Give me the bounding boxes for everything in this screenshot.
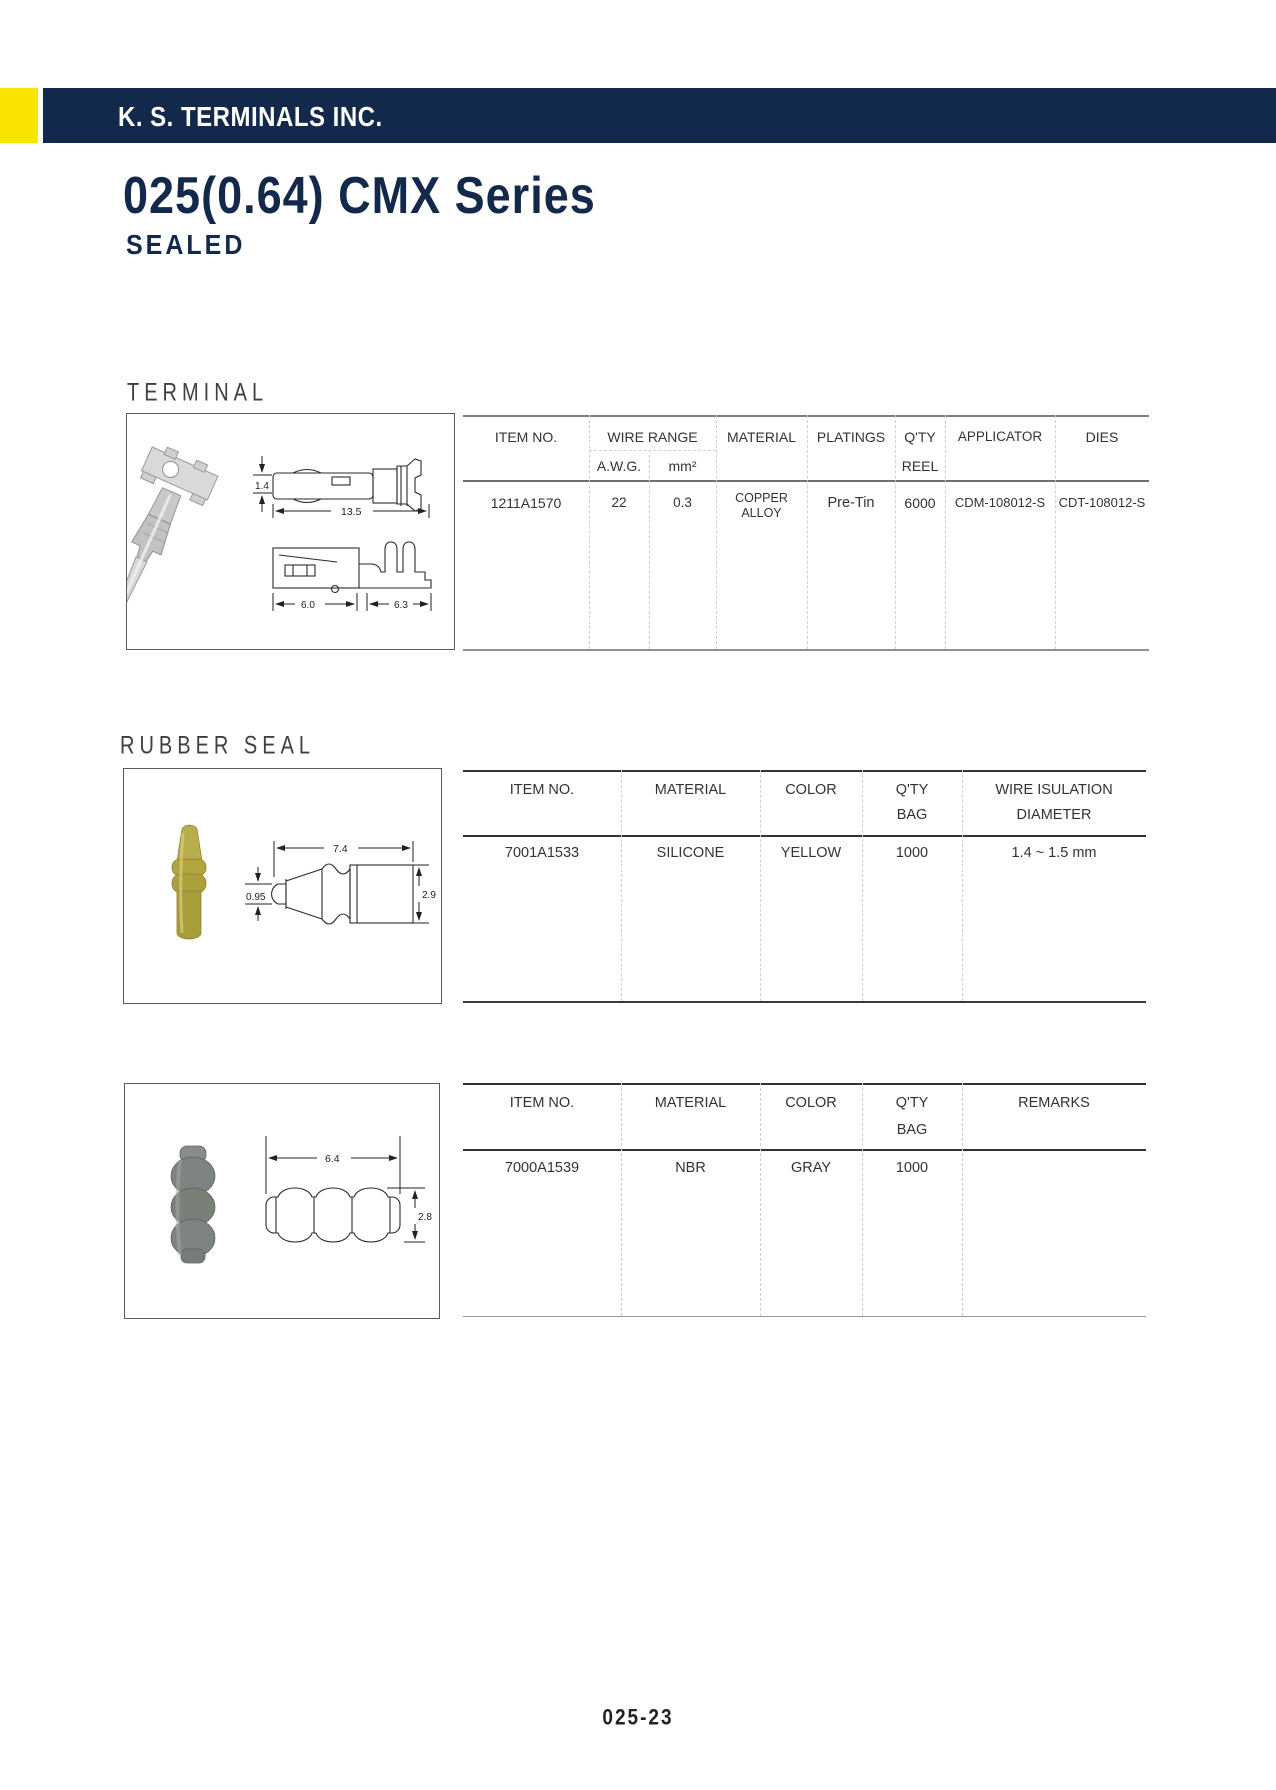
- col-header-qty: Q'TY: [904, 429, 936, 445]
- terminal-photo-illustration: [127, 441, 220, 617]
- dim-label: 7.4: [333, 843, 348, 855]
- cell-color: GRAY: [790, 1160, 832, 1176]
- col-header-applicator: APPLICATOR: [957, 429, 1043, 444]
- dim-label: 6.4: [325, 1153, 340, 1165]
- dim-label: 1.4: [255, 481, 269, 492]
- cell-material: NBR: [675, 1160, 706, 1176]
- terminal-section-heading: TERMINAL: [127, 379, 269, 407]
- cell-item-no: 7001A1533: [504, 845, 580, 861]
- cell-material: [716, 491, 807, 521]
- dim-label: 6.0: [301, 600, 315, 611]
- terminal-drawing: [127, 414, 454, 649]
- col-header-wire-isulation: WIRE ISULATION: [995, 782, 1113, 798]
- col-header-platings: PLATINGS: [816, 429, 886, 445]
- rubber-seal2-drawing-box: [124, 1083, 440, 1319]
- dim-label: 13.5: [341, 506, 362, 518]
- cell-mm2: 0.3: [673, 495, 692, 510]
- cell-qty: 6000: [904, 495, 936, 511]
- rubber-seal2-drawing: [125, 1084, 439, 1318]
- page-title: 025(0.64) CMX Series: [123, 166, 596, 225]
- cell-diameter: 1.4 ~ 1.5 mm: [1011, 845, 1097, 861]
- page-subtitle: SEALED: [126, 230, 246, 261]
- col-header-bag: BAG: [896, 1122, 928, 1138]
- col-header-color: COLOR: [785, 1095, 837, 1111]
- header-bar: [43, 88, 1276, 143]
- col-header-material: MATERIAL: [654, 782, 727, 798]
- col-header-reel: REEL: [901, 458, 939, 474]
- cell-qty: 1000: [895, 1160, 929, 1176]
- cell-material: SILICONE: [656, 845, 725, 861]
- cell-dies: CDT-108012-S: [1058, 495, 1146, 510]
- col-header-qty: Q'TY: [895, 1095, 929, 1111]
- seal2-photo-illustration: [171, 1146, 215, 1263]
- col-header-item-no: ITEM NO.: [509, 1095, 575, 1111]
- terminal-drawing-box: [126, 413, 455, 650]
- col-header-material: MATERIAL: [654, 1095, 727, 1111]
- seal1-photo-illustration: [172, 825, 206, 939]
- dim-label: 6.3: [394, 600, 408, 611]
- terminal-table: [463, 415, 1149, 651]
- col-header-item-no: ITEM NO.: [509, 782, 575, 798]
- cell-material-line1: COPPER: [735, 491, 788, 505]
- cell-remarks: [962, 1154, 1146, 1182]
- cell-material-line2: ALLOY: [741, 506, 782, 520]
- cell-platings: Pre-Tin: [827, 495, 875, 511]
- rubber-seal1-table: [463, 770, 1146, 1003]
- cell-item-no: 7000A1539: [504, 1160, 580, 1176]
- dim-label: 0.95: [246, 892, 266, 903]
- cell-awg: 22: [611, 495, 627, 510]
- col-header-qty: Q'TY: [895, 782, 929, 798]
- col-header-color: COLOR: [785, 782, 837, 798]
- cell-color: YELLOW: [780, 845, 842, 861]
- cell-item-no: 1211A1570: [490, 495, 562, 511]
- col-header-material: MATERIAL: [727, 429, 796, 445]
- col-header-awg: A.W.G.: [596, 458, 642, 474]
- col-header-dies: DIES: [1085, 429, 1119, 445]
- rubber-seal-section-heading: RUBBER SEAL: [120, 732, 316, 760]
- cell-applicator: CDM-108012-S: [954, 495, 1046, 510]
- page-number: 025-23: [602, 1706, 674, 1731]
- rubber-seal2-table: [463, 1083, 1146, 1317]
- col-header-wire-range: WIRE RANGE: [607, 429, 698, 445]
- rubber-seal1-drawing: [124, 769, 441, 1003]
- col-header-bag: BAG: [896, 807, 928, 823]
- cell-qty: 1000: [895, 845, 929, 861]
- col-header-remarks: REMARKS: [1018, 1095, 1090, 1111]
- col-header-item-no: ITEM NO.: [494, 429, 558, 445]
- yellow-accent-block: [0, 88, 38, 143]
- dim-label: 2.8: [418, 1212, 432, 1223]
- company-name: K. S. TERMINALS INC.: [118, 102, 383, 134]
- col-header-mm2: mm²: [668, 458, 697, 474]
- col-header-diameter: DIAMETER: [1016, 807, 1092, 823]
- rubber-seal1-drawing-box: [123, 768, 442, 1004]
- dim-label: 2.9: [422, 890, 436, 901]
